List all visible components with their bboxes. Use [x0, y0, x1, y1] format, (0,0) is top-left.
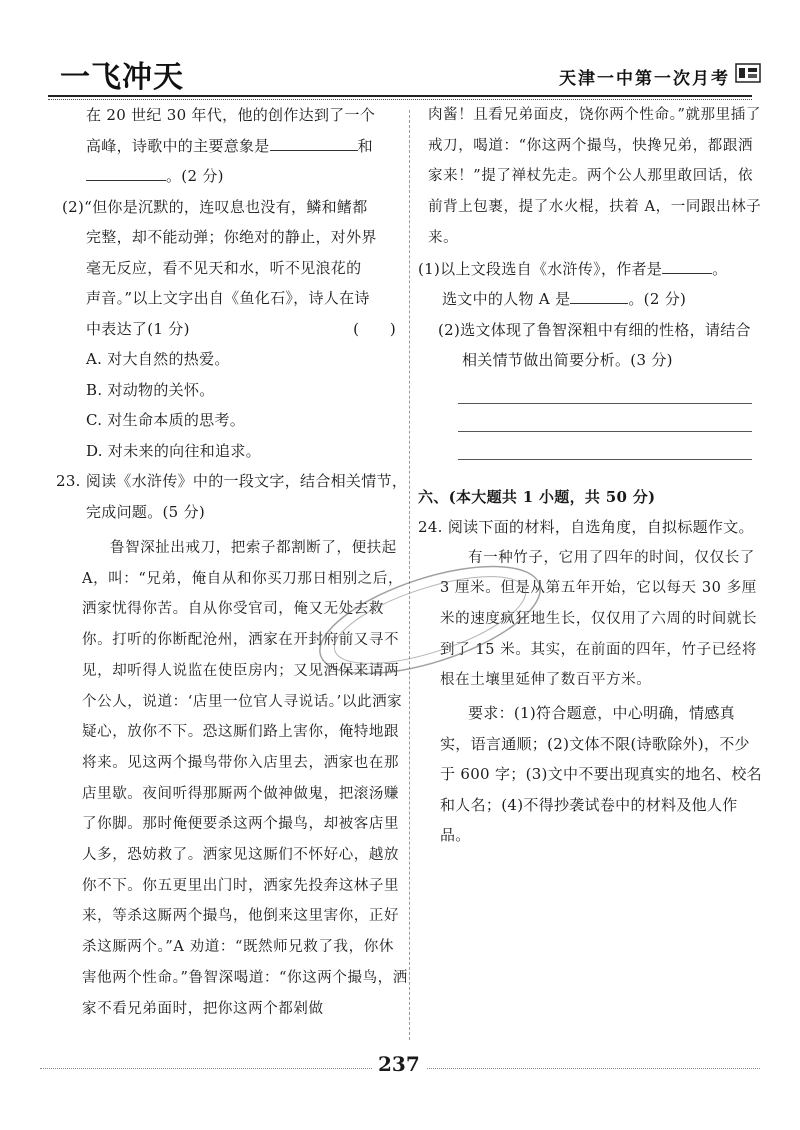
text-line: 在 20 世纪 30 年代，他的创作达到了一个 [86, 106, 376, 124]
answer-line [458, 432, 752, 460]
question-24: 24. 阅读下面的材料，自选角度，自拟标题作文。 [418, 518, 754, 537]
question-23-2: (2)选文体现了鲁智深粗中有细的性格，请结合相关情节做出简要分析。(3 分) [438, 320, 751, 370]
option-c: C. 对生命本质的思考。 [86, 411, 246, 429]
exam-title: 天津一中第一次月考 [559, 69, 730, 89]
writing-material: 有一种竹子，它用了四年的时间，仅仅长了 3 厘米。但是从第五年开始，它以每天 30 多厘米的速度疯狂地生长，仅仅用了六周的时间就长到了 15 米。其实，在前面的四年，竹子已经将根在土壤里延伸了数百平方米。 [440, 549, 758, 689]
answer-paren: ( ) [353, 319, 396, 338]
book-logo: 一飞冲天 [60, 60, 184, 95]
passage-text-cont: 肉酱！且看兄弟面皮，饶你两个性命。”就那里插了戒刀，喝道：“你这两个撮鸟，快搀兄弟，都跟洒家来！”提了禅杖先走。两个公人那里敢回话，依前背上包裹，提了水火棍，扶着 A，一同跟出林子来。 [428, 107, 762, 246]
option-a: A. 对大自然的热爱。 [86, 350, 230, 368]
passage-text: 鲁智深扯出戒刀，把索子都割断了，便扶起 A，叫：“兄弟，俺自从和你买刀那日相别之后，洒家忧得你苦。自从你受官司，俺又无处去救你。打听的你断配沧州，洒家在开封府前又寻不见，却听得人说监在使臣房内；又见酒保来请两个公人，说道：‘店里一位官人寻说话。’以此洒家疑心，放你不下。恐这厮们路上害你，俺特地跟将来。见这两个撮鸟带你入店里去，洒家也在那店里歇。夜间听得那厮两个做神做鬼，把滚汤赚了你脚。那时俺便要杀这两个撮鸟，却被客店里人多，恐妨救了。洒家见这厮们不怀好心，越放你不下。你五更里出门时，洒家先投奔这林子里来，等杀这厮两个撮鸟，他倒来这里害你，正好杀这厮两个。”A 劝道：“既然师兄救了我，你休害他两个性命。”鲁智深喝道：“你这两个撮鸟，洒家不看兄弟面时，把你这两个都剁做 [82, 540, 408, 1017]
writing-requirements: 要求：(1)符合题意，中心明确，情感真实，语言通顺；(2)文体不限(诗歌除外)，不少于 600 字；(3)文中不要出现真实的地名、校名和人名；(4)不得抄袭试卷中的材料及他人作品。 [440, 704, 762, 845]
text-line: 中表达了(1 分) ( ) [62, 314, 408, 345]
page-number: 237 [372, 1052, 426, 1076]
text-line: 。(2 分) [62, 161, 408, 192]
option-d: D. 对未来的向往和追求。 [86, 441, 261, 460]
question-23-cont: 完成问题。(5 分) [86, 502, 206, 521]
emblem-icon [734, 60, 762, 86]
watermark-stamp [300, 560, 560, 680]
text-line: 高峰，诗歌中的主要意象是 和 [62, 131, 408, 162]
right-column [418, 100, 762, 851]
question-23-1: (1)以上文段选自《水浒传》，作者是 。 [418, 254, 762, 285]
question-23-1-cont: 选文中的人物 A 是 。(2 分) [418, 284, 762, 315]
option-b: B. 对动物的关怀。 [86, 380, 215, 399]
text-line: 声音。”以上文字出自《鱼化石》，诗人在诗 [86, 289, 370, 307]
answer-line [458, 404, 752, 432]
section-6-heading: 六、(本大题共 1 小题，共 50 分) [418, 487, 656, 506]
answer-line [458, 376, 752, 404]
text-line: 毫无反应，看不见天和水，听不见浪花的 [86, 258, 362, 277]
text-line: (2)“但你是沉默的，连叹息也没有，鳞和鳍都 [62, 197, 368, 216]
text-line: 完整，却不能动弹；你绝对的静止，对外界 [86, 228, 377, 246]
question-23: 23. 阅读《水浒传》中的一段文字，结合相关情节， [56, 472, 408, 490]
